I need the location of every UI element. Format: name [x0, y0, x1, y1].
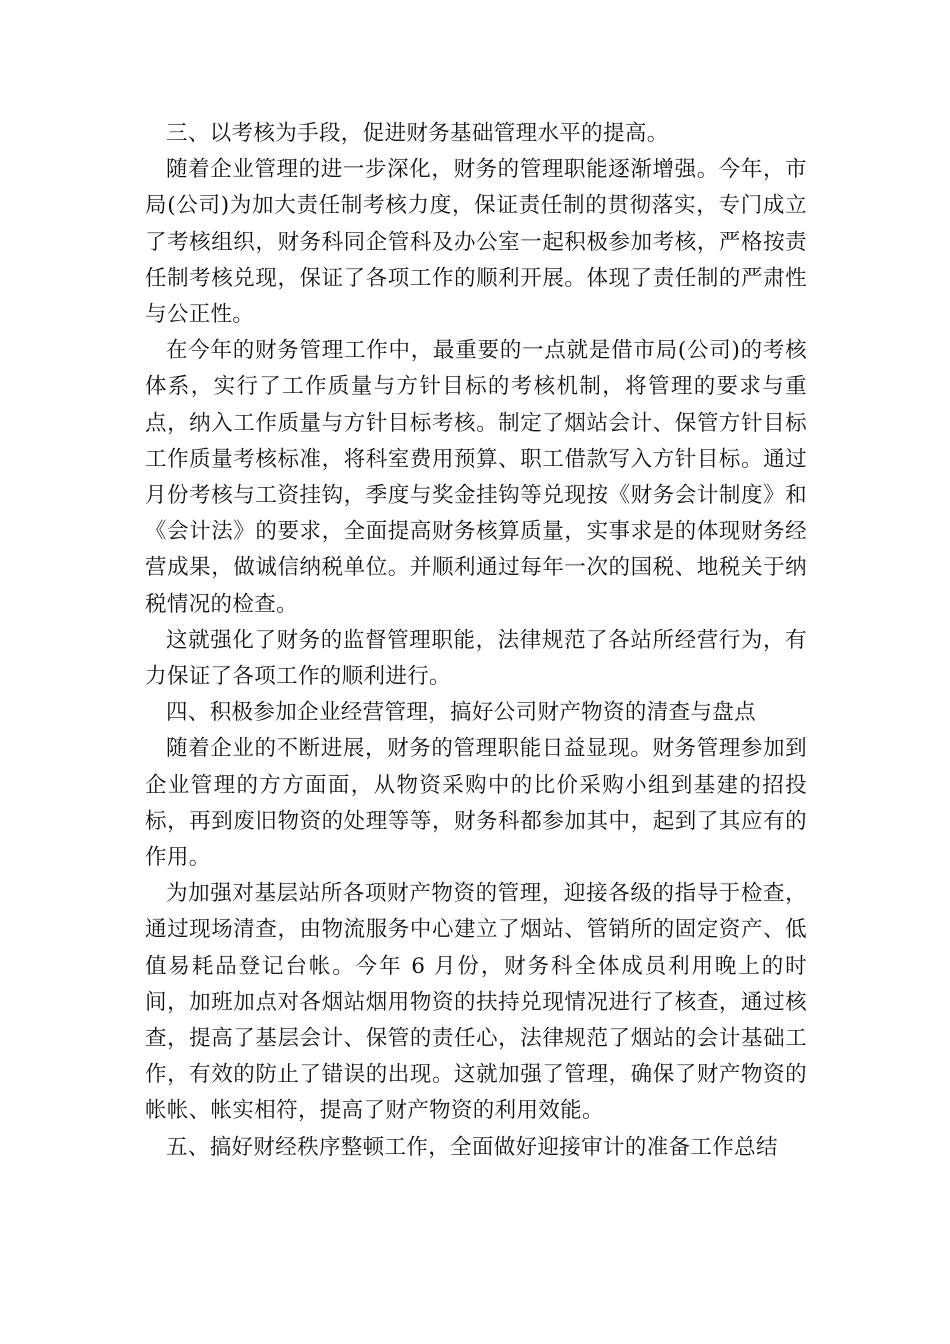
paragraph-business-participation: 随着企业的不断进展，财务的管理职能日益显现。财务管理参加到企业管理的方方面面，从物资采购中的比价采购小组到基建的招投标，再到废旧物资的处理等等，财务科都参加其中，起到了其应有的作用。	[145, 736, 807, 871]
section-heading-3: 三、以考核为手段，促进财务基础管理水平的提高。	[166, 121, 669, 146]
paragraph-assessment-intro: 随着企业管理的进一步深化，财务的管理职能逐渐增强。今年，市局(公司)为加大责任制考核力度，保证责任制的贯彻落实，专门成立了考核组织，财务科同企管科及办公室一起积极参加考核，严格按责任制考核兑现，保证了各项工作的顺利开展。体现了责任制的严肃性与公正性。	[145, 157, 807, 328]
paragraph-assessment-system: 在今年的财务管理工作中，最重要的一点就是借市局(公司)的考核体系，实行了工作质量与方针目标的考核机制，将管理的要求与重点，纳入工作质量与方针目标考核。制定了烟站会计、保管方针目标工作质量考核标准，将科室费用预算、职工借款写入方针目标。通过月份考核与工资挂钩，季度与奖金挂钩等兑现按《财务会计制度》和《会计法》的要求，全面提高财务核算质量，实事求是的体现财务经营成果，做诚信纳税单位。并顺利通过每年一次的国税、地税关于纳税情况的检查。	[145, 338, 807, 617]
document-body	[145, 116, 807, 1166]
paragraph-supervision: 这就强化了财务的监督管理职能，法律规范了各站所经营行为，有力保证了各项工作的顺利进行。	[145, 627, 807, 690]
paragraph-asset-inventory: 为加强对基层站所各项财产物资的管理，迎接各级的指导于检查，通过现场清查，由物流服务中心建立了烟站、管销所的固定资产、低值易耗品登记台帐。今年 6 月份，财务科全体成员利用晚上的时间，加班加点对各烟站烟用物资的扶持兑现情况进行了核查，通过核查，提高了基层会计、保管的责任心，法律规范了烟站的会计基础工作，有效的防止了错误的出现。这就加强了管理，确保了财产物资的帐帐、帐实相符，提高了财产物资的利用效能。	[145, 881, 807, 1124]
section-heading-4: 四、积极参加企业经营管理，搞好公司财产物资的清查与盘点	[166, 700, 756, 726]
section-heading-5: 五、搞好财经秩序整顿工作，全面做好迎接审计的准备工作总结	[166, 1134, 778, 1160]
